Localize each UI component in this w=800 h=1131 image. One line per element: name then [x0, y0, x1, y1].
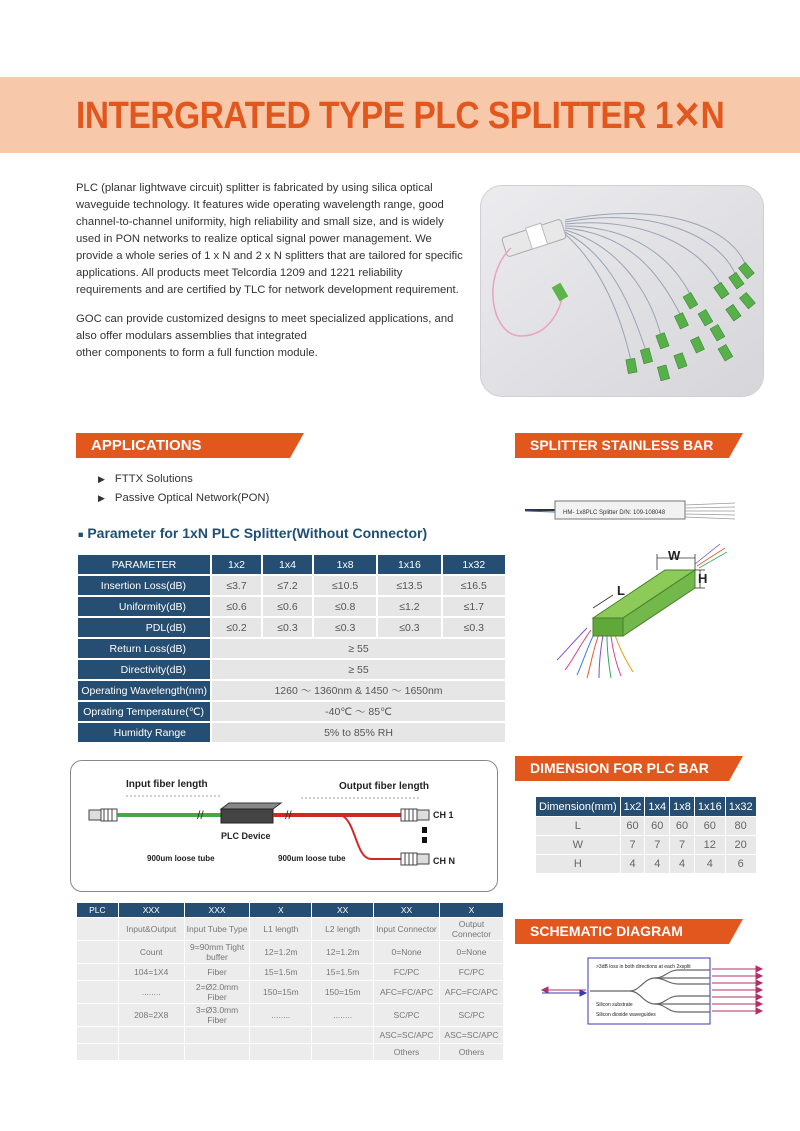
dimension-w-label: W — [668, 548, 681, 563]
table-cell: 208=2X8 — [118, 1004, 184, 1027]
loose-tube-label: 900um loose tube — [278, 854, 346, 863]
table-row — [77, 659, 506, 680]
bullet-triangle-icon: ▶ — [98, 493, 105, 503]
table-cell — [118, 1044, 184, 1061]
table-cell: W — [536, 836, 621, 855]
table-header: 1x2 — [620, 797, 645, 817]
stainless-bar-header-text: SPLITTER STAINLESS BAR — [530, 437, 714, 453]
table-header: XX — [312, 903, 374, 918]
list-item — [98, 470, 269, 489]
schematic-substrate-label: Silicon substrate — [596, 1002, 633, 1008]
table-header: PLC — [77, 903, 119, 918]
parameter-title — [78, 525, 427, 541]
table-cell: ........ — [250, 1004, 312, 1027]
plc-device-label: PLC Device — [221, 831, 271, 841]
table-cell: 7 — [620, 836, 645, 855]
intro-paragraph-1: PLC (planar lightwave circuit) splitter is fabricated by using silica optical waveguide technology. It features wide operating wavelength range, good channel-to-channel uniformity, high reliability and small size, and is widely used in PON networks to realize optical signal power management. We provide a whole series of 1 x N and 2 x N splitters that are tailored for specific applications. All products meet Telcordia 1209 and 1221 reliability requirements and are certified by TLC for network development requirement. — [76, 182, 463, 296]
table-cell: ≤13.5 — [377, 575, 441, 596]
intro-paragraph-2b: other components to form a full function module. — [76, 347, 318, 359]
table-cell: ASC=SC/APC — [374, 1027, 440, 1044]
table-row — [77, 638, 506, 659]
table-header-row — [77, 554, 506, 575]
table-row — [536, 817, 757, 836]
table-cell: SC/PC — [439, 1004, 503, 1027]
table-header: 1x8 — [313, 554, 377, 575]
table-cell: 3=Ø3.0mm Fiber — [184, 1004, 250, 1027]
row-label: Uniformity(dB) — [77, 596, 211, 617]
table-cell: Others — [374, 1044, 440, 1061]
table-header: X — [250, 903, 312, 918]
table-cell: ≤0.6 — [211, 596, 262, 617]
table-row — [77, 701, 506, 722]
input-connector-icon — [89, 809, 117, 821]
table-cell — [77, 1004, 119, 1027]
loose-tube-label: 900um loose tube — [147, 854, 215, 863]
dimension-header-text: DIMENSION FOR PLC BAR — [530, 760, 709, 776]
row-label: Insertion Loss(dB) — [77, 575, 211, 596]
table-cell: Input Connector — [374, 918, 440, 941]
table-cell: 7 — [645, 836, 670, 855]
table-cell: SC/PC — [374, 1004, 440, 1027]
dimension-table — [535, 796, 757, 874]
schematic-diagram — [540, 950, 765, 1032]
table-cell: L — [536, 817, 621, 836]
table-header-row — [77, 903, 504, 918]
table-cell: 12=1.2m — [312, 941, 374, 964]
table-row — [77, 941, 504, 964]
table-cell — [312, 1027, 374, 1044]
table-header: X — [439, 903, 503, 918]
product-photo — [480, 185, 764, 397]
table-cell: ≤0.3 — [377, 617, 441, 638]
table-cell: ≤0.3 — [313, 617, 377, 638]
table-cell: ≤16.5 — [442, 575, 506, 596]
table-cell: ≤0.8 — [313, 596, 377, 617]
table-row — [77, 596, 506, 617]
table-header: 1x4 — [262, 554, 313, 575]
table-cell — [250, 1044, 312, 1061]
table-cell: 60 — [645, 817, 670, 836]
table-cell: 15=1.5m — [312, 964, 374, 981]
table-cell: ≤0.3 — [442, 617, 506, 638]
row-label: PDL(dB) — [77, 617, 211, 638]
table-cell — [312, 1044, 374, 1061]
table-cell: Input Tube Type — [184, 918, 250, 941]
table-cell: 150=15m — [250, 981, 312, 1004]
output-connector-icon — [401, 809, 429, 821]
table-cell: 7 — [670, 836, 695, 855]
table-cell: ≥ 55 — [211, 638, 506, 659]
table-row — [536, 855, 757, 874]
application-item: Passive Optical Network(PON) — [114, 492, 270, 504]
table-row — [536, 836, 757, 855]
schematic-header-text: SCHEMATIC DIAGRAM — [530, 923, 683, 939]
table-header: 1x2 — [211, 554, 262, 575]
table-cell: 60 — [694, 817, 725, 836]
table-cell: ≤1.7 — [442, 596, 506, 617]
table-cell — [77, 941, 119, 964]
table-row — [77, 680, 506, 701]
table-header: 1x32 — [442, 554, 506, 575]
table-header: 1x16 — [377, 554, 441, 575]
table-cell: 104=1X4 — [118, 964, 184, 981]
row-label: Humidty Range — [77, 722, 211, 743]
table-cell: 9=90mm Tight buffer — [184, 941, 250, 964]
table-cell — [77, 964, 119, 981]
stainless-bar-label: HM- 1x8PLC Splitter D/N: 109-108048 — [563, 510, 666, 516]
output-connector-icon — [401, 853, 429, 865]
intro-text — [76, 180, 468, 362]
table-header: XX — [374, 903, 440, 918]
table-row — [77, 1044, 504, 1061]
table-cell: 4 — [645, 855, 670, 874]
table-row — [77, 617, 506, 638]
output-fiber-label: Output fiber length — [339, 781, 429, 792]
table-cell: ≤3.7 — [211, 575, 262, 596]
table-cell: Others — [439, 1044, 503, 1061]
table-cell: 0=None — [439, 941, 503, 964]
schematic-header — [515, 919, 729, 944]
table-row — [77, 575, 506, 596]
table-cell: L2 length — [312, 918, 374, 941]
table-cell: 12=1.2m — [250, 941, 312, 964]
table-header: Dimension(mm) — [536, 797, 621, 817]
row-label: Operating Wavelength(nm) — [77, 680, 211, 701]
svg-text://: // — [197, 808, 204, 822]
table-row — [77, 1027, 504, 1044]
schematic-note: >3dB loss in both directions at each 2xsplit — [596, 964, 691, 970]
fiber-diagram — [70, 760, 498, 892]
table-header: 1x8 — [670, 797, 695, 817]
table-cell: ≥ 55 — [211, 659, 506, 680]
table-cell: AFC=FC/APC — [374, 981, 440, 1004]
input-fiber-label: Input fiber length — [126, 779, 208, 790]
table-cell: Output Connector — [439, 918, 503, 941]
table-cell: ........ — [312, 1004, 374, 1027]
intro-paragraph-2a: GOC can provide customized designs to meet specialized applications, and also offer modulars assemblies that integrated — [76, 313, 454, 342]
square-bullet-icon: ■ — [78, 529, 84, 540]
table-cell: 5% to 85% RH — [211, 722, 506, 743]
table-cell — [118, 1027, 184, 1044]
table-cell: 80 — [725, 817, 756, 836]
table-cell: 150=15m — [312, 981, 374, 1004]
table-cell: ≤0.6 — [262, 596, 313, 617]
table-cell: L1 length — [250, 918, 312, 941]
table-cell: 4 — [670, 855, 695, 874]
table-cell: ASC=SC/APC — [439, 1027, 503, 1044]
table-cell: ≤1.2 — [377, 596, 441, 617]
page-title: INTERGRATED TYPE PLC SPLITTER 1✕N — [76, 95, 725, 137]
svg-text://: // — [285, 808, 292, 822]
dimension-header — [515, 756, 729, 781]
table-row — [77, 722, 506, 743]
table-cell: -40℃ ～ 85℃ — [211, 701, 506, 722]
table-cell: 12 — [694, 836, 725, 855]
stainless-bar-image — [525, 495, 745, 525]
table-cell: ≤10.5 — [313, 575, 377, 596]
row-label: Oprating Temperature(℃) — [77, 701, 211, 722]
table-header: 1x16 — [694, 797, 725, 817]
table-header: 1x4 — [645, 797, 670, 817]
stainless-bar-header — [515, 433, 729, 458]
table-cell: H — [536, 855, 621, 874]
table-cell: 60 — [670, 817, 695, 836]
table-cell — [77, 918, 119, 941]
dimension-h-label: H — [698, 571, 708, 586]
table-cell: 1260 ～ 1360nm & 1450 ～ 1650nm — [211, 680, 506, 701]
table-cell: 15=1.5m — [250, 964, 312, 981]
table-header: PARAMETER — [77, 554, 211, 575]
bullet-triangle-icon: ▶ — [98, 474, 105, 484]
applications-header-text: APPLICATIONS — [91, 437, 202, 454]
table-cell: 6 — [725, 855, 756, 874]
title-banner — [0, 77, 800, 153]
table-header: XXX — [184, 903, 250, 918]
table-cell — [250, 1027, 312, 1044]
table-cell: Count — [118, 941, 184, 964]
table-cell: Input&Output — [118, 918, 184, 941]
table-row — [77, 1004, 504, 1027]
table-cell — [77, 1027, 119, 1044]
application-item: FTTX Solutions — [114, 473, 193, 485]
schematic-waveguide-label: Silicon dioxide waveguides — [596, 1012, 656, 1018]
table-cell: ≤0.2 — [211, 617, 262, 638]
parameter-title-text: Parameter for 1xN PLC Splitter(Without Connector) — [87, 525, 428, 541]
table-header: 1x32 — [725, 797, 756, 817]
ordering-table — [76, 902, 504, 1061]
table-cell: 0=None — [374, 941, 440, 964]
table-header-row — [536, 797, 757, 817]
list-item — [98, 489, 269, 508]
channel-n-label: CH N — [433, 856, 455, 866]
table-cell — [77, 981, 119, 1004]
table-cell: FC/PC — [439, 964, 503, 981]
parameter-table — [76, 553, 507, 744]
table-cell: AFC=FC/APC — [439, 981, 503, 1004]
table-header: XXX — [118, 903, 184, 918]
table-cell: 4 — [694, 855, 725, 874]
row-label: Return Loss(dB) — [77, 638, 211, 659]
table-cell: ........ — [118, 981, 184, 1004]
row-label: Directivity(dB) — [77, 659, 211, 680]
dimension-l-label: L — [617, 583, 625, 598]
plc-bar-illustration — [555, 540, 755, 680]
table-cell: 2=Ø2.0mm Fiber — [184, 981, 250, 1004]
table-cell: ≤7.2 — [262, 575, 313, 596]
table-cell: ≤0.3 — [262, 617, 313, 638]
applications-list — [98, 470, 269, 508]
table-cell — [77, 1044, 119, 1061]
channel-1-label: CH 1 — [433, 810, 454, 820]
table-row — [77, 964, 504, 981]
table-cell: 60 — [620, 817, 645, 836]
applications-header — [76, 433, 290, 458]
table-row — [77, 981, 504, 1004]
table-cell: Fiber — [184, 964, 250, 981]
table-cell: 20 — [725, 836, 756, 855]
table-row — [77, 918, 504, 941]
intro-paragraph-2 — [76, 311, 468, 362]
table-cell: FC/PC — [374, 964, 440, 981]
table-cell — [184, 1027, 250, 1044]
table-cell — [184, 1044, 250, 1061]
table-cell: 4 — [620, 855, 645, 874]
